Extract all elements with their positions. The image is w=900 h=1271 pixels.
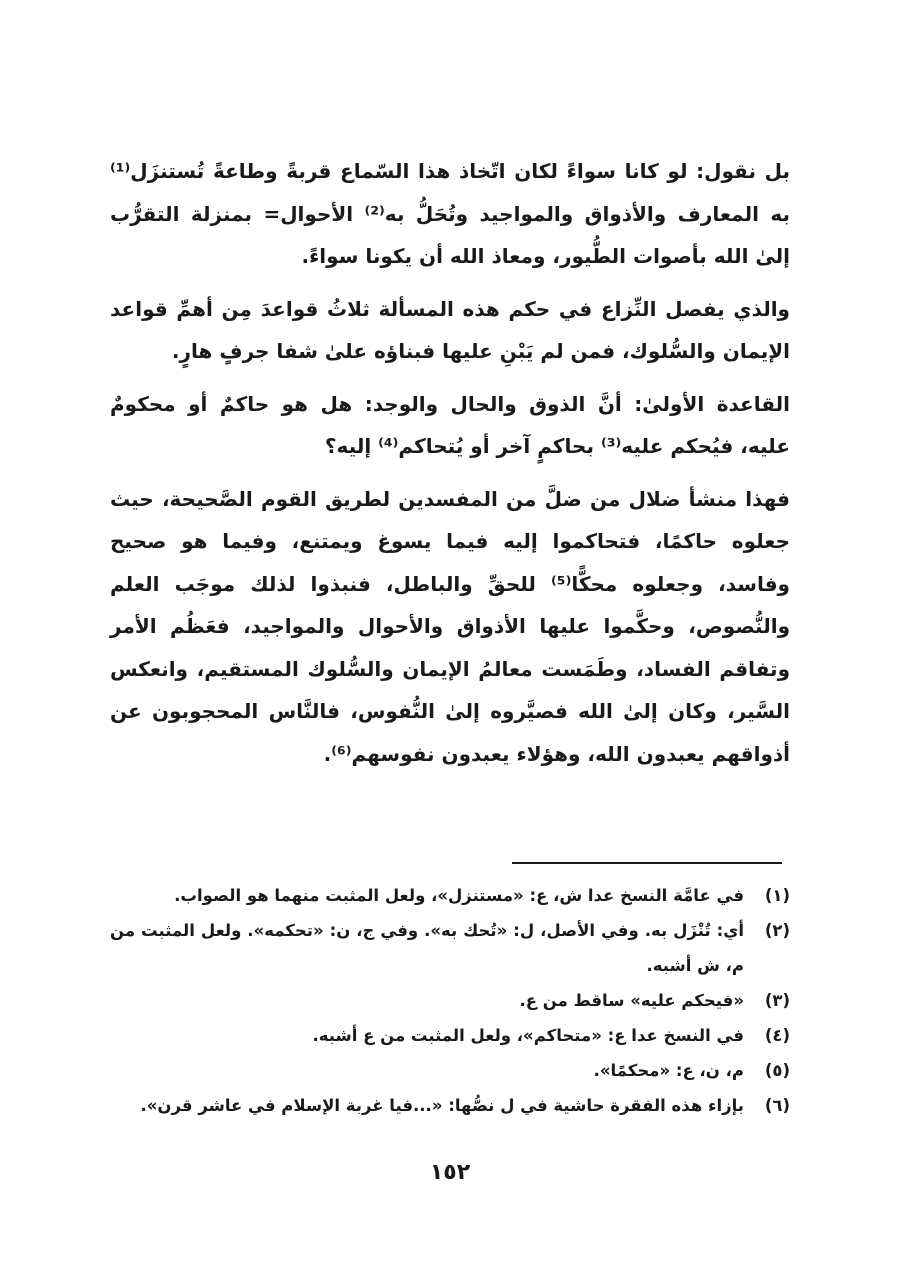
footnote: [110, 878, 790, 913]
footnote: [110, 1018, 790, 1053]
footnote-number: (٤): [764, 1026, 790, 1045]
footnote: [110, 1053, 790, 1088]
main-text: [110, 150, 790, 785]
footnote-number: (١): [764, 886, 790, 905]
footnote: [110, 983, 790, 1018]
footnote-text: في عامَّة النسخ عدا ش، ع: «مستنزل»، ولعل المثبت منهما هو الصواب.: [174, 886, 744, 905]
footnote-number: (٢): [764, 921, 790, 940]
footnote-number: (٦): [764, 1096, 790, 1115]
footnotes: [110, 878, 790, 1123]
footnote: [110, 913, 790, 983]
paragraph-closing: فهذا منشأ ضلال من ضلَّ من المفسدين لطريق القوم الصَّحيحة، حيث جعلوه حاكمًا، فتحاكموا إليه فيما يسوغ ويمتنع، وفيما هو صحيح وفاسد، وجعلوه محكًّا⁽⁵⁾ للحقِّ والباطل، فنبذوا لذلك موجَب العلم والنُّصوص، وحكَّموا عليها الأذواق والأحوال والمواجيد، فعَظُم الأمر وتفاقم الفساد، وطَمَست معالمُ الإيمان والسُّلوك المستقيم، وانعكس السَّير، وكان إلىٰ الله فصيَّروه إلىٰ النُّفوس، فالنَّاس المحجوبون عن أذواقهم يعبدون الله، وهؤلاء يعبدون نفوسهم⁽⁶⁾.: [110, 486, 790, 766]
paragraph-1: بل نقول: لو كانا سواءً لكان اتّخاذ هذا السّماع قربةً وطاعةً تُستنزَل⁽¹⁾ به المعارف والأذواق والمواجيد وتُحَلُّ به⁽²⁾ الأحوال= بمنزلة التقرُّب إلىٰ الله بأصوات الطُّيور، ومعاذ الله أن يكونا سواءً.: [110, 159, 790, 268]
footnote: [110, 1088, 790, 1123]
page-number: ١٥٢: [429, 1160, 471, 1185]
footnote-number: (٥): [764, 1061, 790, 1080]
rule-paragraph: [110, 383, 790, 468]
footnote-text: م، ن، ع: «محكمًا».: [593, 1061, 744, 1080]
footnote-number: (٣): [764, 991, 790, 1010]
footnote-text: «فيحكم عليه» ساقط من ع.: [519, 991, 744, 1010]
rule-heading: القاعدة الأولىٰ:: [634, 391, 790, 416]
paragraph-2: والذي يفصل النِّزاع في حكم هذه المسألة ثلاثُ قواعدَ مِن أهمِّ قواعد الإيمان والسُّلوك، فمن لم يَبْنِ عليها فبناؤه علىٰ شفا جرفٍ هارٍ.: [110, 296, 790, 363]
footnote-divider: [512, 862, 782, 864]
footnote-text: بإزاء هذه الفقرة حاشية في ل نصُّها: «...فيا غربة الإسلام في عاشر قرن».: [140, 1096, 744, 1115]
rule-text: أنَّ الذوق والحال والوجد: هل هو حاكمٌ أو محكومٌ عليه، فيُحكم عليه⁽³⁾ بحاكمٍ آخر أو يُتحاكم⁽⁴⁾ إليه؟: [110, 391, 790, 458]
footnote-text: في النسخ عدا ع: «متحاكم»، ولعل المثبت من ع أشبه.: [312, 1026, 744, 1045]
footnote-text: أي: تُنْزَل به. وفي الأصل، ل: «تُحك به». وفي ج، ن: «تحكمه». ولعل المثبت من م، ش أشبه.: [110, 921, 744, 975]
